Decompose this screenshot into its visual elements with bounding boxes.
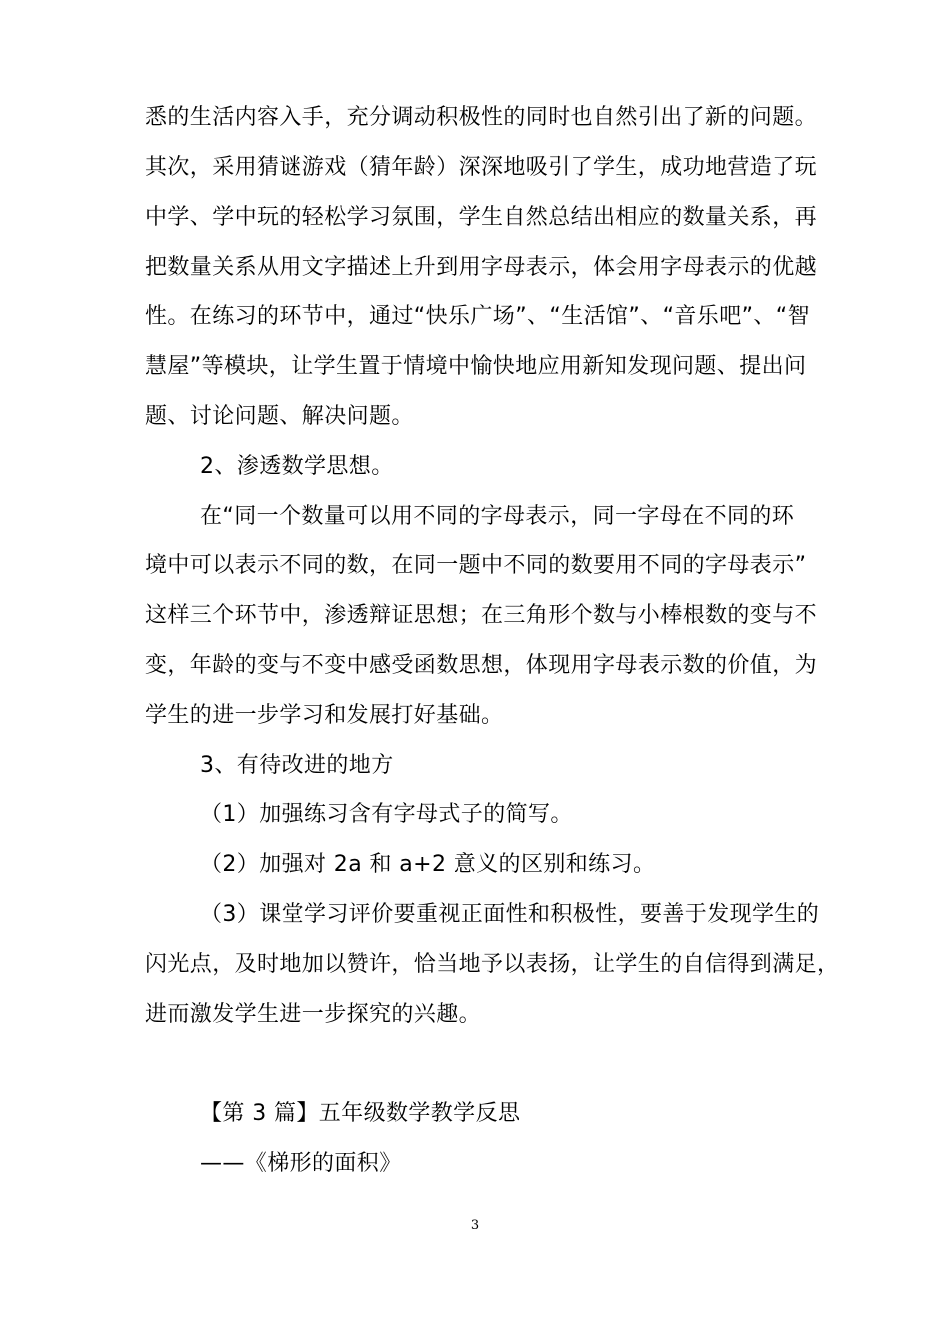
section-heading: 2、渗透数学思想。 (200, 454, 394, 479)
paragraph-line: 学生的进一步学习和发展打好基础。 (145, 703, 504, 728)
page-number: 3 (470, 1218, 480, 1233)
list-item-continuation: 闪光点，及时地加以赞许，恰当地予以表扬，让学生的自信得到满足， (145, 952, 840, 977)
article-subtitle: ——《梯形的面积》 (200, 1151, 402, 1176)
paragraph-line: 这样三个环节中，渗透辩证思想；在三角形个数与小棒根数的变与不 (145, 603, 818, 628)
list-item: （3）课堂学习评价要重视正面性和积极性，要善于发现学生的 (200, 902, 820, 927)
paragraph-line: 性。在练习的环节中，通过“快乐广场”、“生活馆”、“音乐吧”、“智 (145, 304, 810, 329)
paragraph-line: 悉的生活内容入手，充分调动积极性的同时也自然引出了新的问题。 (145, 105, 818, 130)
list-item-continuation: 进而激发学生进一步探究的兴趣。 (145, 1002, 482, 1027)
paragraph-line: 在“同一个数量可以用不同的字母表示，同一字母在不同的环 (200, 504, 795, 529)
paragraph-line: 把数量关系从用文字描述上升到用字母表示，体会用字母表示的优越 (145, 255, 818, 280)
list-item: （1）加强练习含有字母式子的简写。 (200, 802, 573, 827)
paragraph-line: 中学、学中玩的轻松学习氛围，学生自然总结出相应的数量关系，再 (145, 205, 818, 230)
paragraph-line: 题、讨论问题、解决问题。 (145, 404, 414, 429)
paragraph-line: 其次，采用猜谜游戏（猜年龄）深深地吸引了学生，成功地营造了玩 (145, 155, 818, 180)
list-item: （2）加强对 2a 和 a+2 意义的区别和练习。 (200, 852, 656, 877)
article-title: 【第 3 篇】五年级数学教学反思 (200, 1101, 521, 1126)
section-heading: 3、有待改进的地方 (200, 753, 394, 778)
paragraph-line: 境中可以表示不同的数，在同一题中不同的数要用不同的字母表示” (145, 553, 807, 578)
paragraph-line: 慧屋”等模块，让学生置于情境中愉快地应用新知发现问题、提出问 (145, 354, 807, 379)
paragraph-line: 变，年龄的变与不变中感受函数思想，体现用字母表示数的价值，为 (145, 653, 818, 678)
